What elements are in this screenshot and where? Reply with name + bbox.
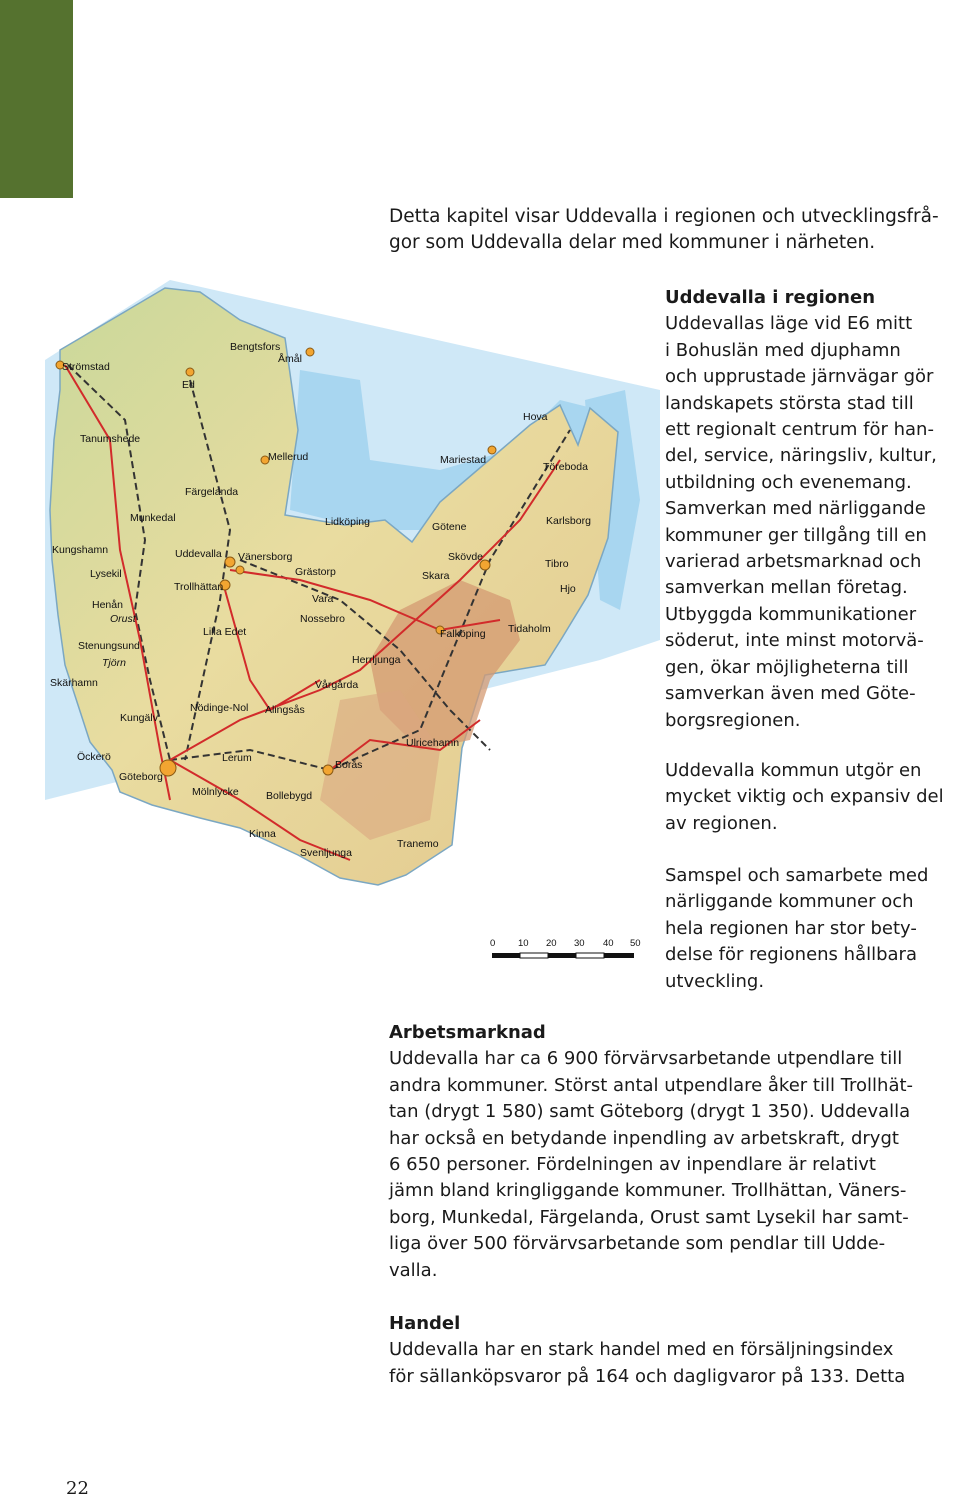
city-label: Vårgårda xyxy=(315,679,359,691)
city-label: Tranemo xyxy=(397,838,439,850)
city-label: Borås xyxy=(335,759,363,771)
text-line: söderut, inte minst motorvä- xyxy=(665,630,924,652)
text-line: Uddevalla har en stark handel med en försäljningsindex xyxy=(389,1339,894,1361)
city-label: Henån xyxy=(92,599,123,611)
city-label: Ed xyxy=(182,379,195,391)
scale-tick-label: 10 xyxy=(518,938,529,949)
city-label: Tibro xyxy=(545,558,569,570)
city-label: Lilla Edet xyxy=(203,626,247,638)
city-label: Skara xyxy=(422,570,450,582)
text-line: Samspel och samarbete med xyxy=(665,865,929,886)
city-label: Falköping xyxy=(440,628,486,640)
scale-tick-label: 30 xyxy=(574,938,585,949)
text-line: tan (drygt 1 580) samt Göteborg (drygt 1 350). Uddevalla xyxy=(389,1101,911,1123)
section-title: Arbetsmarknad xyxy=(389,1022,546,1043)
section-arbetsmarknad xyxy=(389,1020,959,1284)
text-line: samverkan även med Göte- xyxy=(665,683,916,705)
city-label: Karlsborg xyxy=(546,515,591,527)
city-label: Ulricehamn xyxy=(406,737,460,749)
city-label: Lerum xyxy=(222,752,252,764)
text-line: borgsregionen. xyxy=(665,709,801,731)
text-line: Uddevalla har ca 6 900 förvärvsarbetande utpendlare till xyxy=(389,1048,903,1070)
section-title: Handel xyxy=(389,1313,461,1334)
city-label: Öckerö xyxy=(77,751,111,763)
page-number: 22 xyxy=(66,1478,89,1499)
text-line: delse för regionens hållbara xyxy=(665,944,917,966)
text-line: liga över 500 förvärvsarbetande som pendlar till Udde- xyxy=(389,1233,886,1255)
region-map xyxy=(40,280,660,980)
city-label: Mölnlycke xyxy=(192,786,239,798)
text-line: kommuner ger tillgång till en xyxy=(665,524,927,546)
text-line: av regionen. xyxy=(665,812,778,834)
city-label: Strömstad xyxy=(62,361,110,373)
text-line: närliggande kommuner och xyxy=(665,891,914,913)
city-label: Bengtsfors xyxy=(230,341,281,353)
town-marker xyxy=(488,446,496,454)
city-label: Stenungsund xyxy=(78,640,140,652)
city-label: Åmål xyxy=(278,353,302,365)
text-line: gen, ökar möjligheterna till xyxy=(665,656,909,678)
town-marker xyxy=(225,557,235,567)
text-line: del, service, näringsliv, kultur, xyxy=(665,445,937,467)
text-line: andra kommuner. Störst antal utpendlare åker till Trollhät- xyxy=(389,1074,914,1096)
city-label: Tanumshede xyxy=(80,433,141,445)
text-line: valla. xyxy=(389,1259,438,1281)
text-line: Utbyggda kommunikationer xyxy=(665,603,917,625)
city-label: Nossebro xyxy=(300,613,345,625)
text-line: för sällanköpsvaror på 164 och dagligvaror på 133. Detta xyxy=(389,1365,906,1387)
text-line: mycket viktig och expansiv del xyxy=(665,786,944,808)
text-line: borg, Munkedal, Färgelanda, Orust samt Lysekil har samt- xyxy=(389,1206,909,1228)
city-label: Lysekil xyxy=(90,568,122,580)
sidebar-section xyxy=(665,285,957,734)
city-label: Skövde xyxy=(448,551,484,563)
city-label: Tidaholm xyxy=(508,623,551,635)
city-label: Svenljunga xyxy=(300,847,352,859)
text-line: ett regionalt centrum för han- xyxy=(665,419,934,441)
text-line: Uddevallas läge vid E6 mitt xyxy=(665,313,913,335)
city-label: Trollhättan xyxy=(174,581,224,593)
town-marker xyxy=(323,765,333,775)
sidebar-paragraph xyxy=(665,758,957,837)
scale-segment xyxy=(492,953,520,958)
city-label: Bollebygd xyxy=(266,790,313,802)
city-label: Hova xyxy=(523,411,548,423)
text-line: och upprustade järnvägar gör xyxy=(665,366,934,388)
city-label: Hjo xyxy=(560,583,576,595)
text-line: i Bohuslän med djuphamn xyxy=(665,339,901,361)
city-label: Mariestad xyxy=(440,454,487,466)
city-label: Alingsås xyxy=(265,704,305,716)
section-handel xyxy=(389,1311,959,1390)
scale-tick-label: 0 xyxy=(490,938,496,949)
city-label: Grästorp xyxy=(295,566,336,578)
text-line: hela regionen har stor bety- xyxy=(665,917,917,939)
city-label: Göteborg xyxy=(119,771,163,783)
scale-segment xyxy=(520,953,548,958)
city-label: Nödinge-Nol xyxy=(190,702,249,714)
city-label: Munkedal xyxy=(130,512,176,524)
text-line: jämn bland kringliggande kommuner. Trollhättan, Väners- xyxy=(389,1180,907,1202)
intro-line: gor som Uddevalla delar med kommuner i närheten. xyxy=(389,232,876,253)
city-label: Färgelanda xyxy=(185,486,239,498)
city-label: Kinna xyxy=(249,828,276,840)
city-label: Mellerud xyxy=(268,451,309,463)
text-line: samverkan mellan företag. xyxy=(665,577,908,599)
city-label: Töreboda xyxy=(543,461,588,473)
scale-segment xyxy=(576,953,604,958)
town-marker xyxy=(306,348,314,356)
city-label: Tjörn xyxy=(102,657,126,669)
city-label: Götene xyxy=(432,521,467,533)
city-label: Kungälv xyxy=(120,712,158,724)
text-line: Samverkan med närliggande xyxy=(665,498,926,520)
city-label: Skärhamn xyxy=(50,677,98,689)
scale-tick-label: 50 xyxy=(630,938,641,949)
city-label: Orust xyxy=(110,613,136,625)
chapter-intro xyxy=(389,204,949,256)
scale-segment xyxy=(548,953,576,958)
city-label: Uddevalla xyxy=(175,548,222,560)
sidebar-title: Uddevalla i regionen xyxy=(665,287,876,308)
text-line: 6 650 personer. Fördelningen av inpendlare är relativt xyxy=(389,1154,876,1176)
sidebar-paragraph xyxy=(665,863,957,995)
text-line: landskapets största stad till xyxy=(665,392,914,414)
text-line: utbildning och evenemang. xyxy=(665,471,912,493)
town-marker xyxy=(236,566,244,574)
chapter-color-tab xyxy=(0,0,73,198)
city-label: Vara xyxy=(312,593,334,605)
scale-tick-label: 20 xyxy=(546,938,557,949)
city-label: Herrljunga xyxy=(352,654,401,666)
intro-line: Detta kapitel visar Uddevalla i regionen och utvecklingsfrå- xyxy=(389,206,939,227)
scale-segment xyxy=(604,953,634,958)
text-line: har också en betydande inpendling av arbetskraft, drygt xyxy=(389,1127,899,1149)
text-line: varierad arbetsmarknad och xyxy=(665,551,922,573)
text-line: utveckling. xyxy=(665,970,765,992)
text-line: Uddevalla kommun utgör en xyxy=(665,760,922,781)
scale-bar xyxy=(490,938,641,958)
city-label: Vänersborg xyxy=(238,551,293,563)
city-label: Lidköping xyxy=(325,516,370,528)
city-label: Kungshamn xyxy=(52,544,109,556)
scale-tick-label: 40 xyxy=(603,938,614,949)
town-marker xyxy=(186,368,194,376)
